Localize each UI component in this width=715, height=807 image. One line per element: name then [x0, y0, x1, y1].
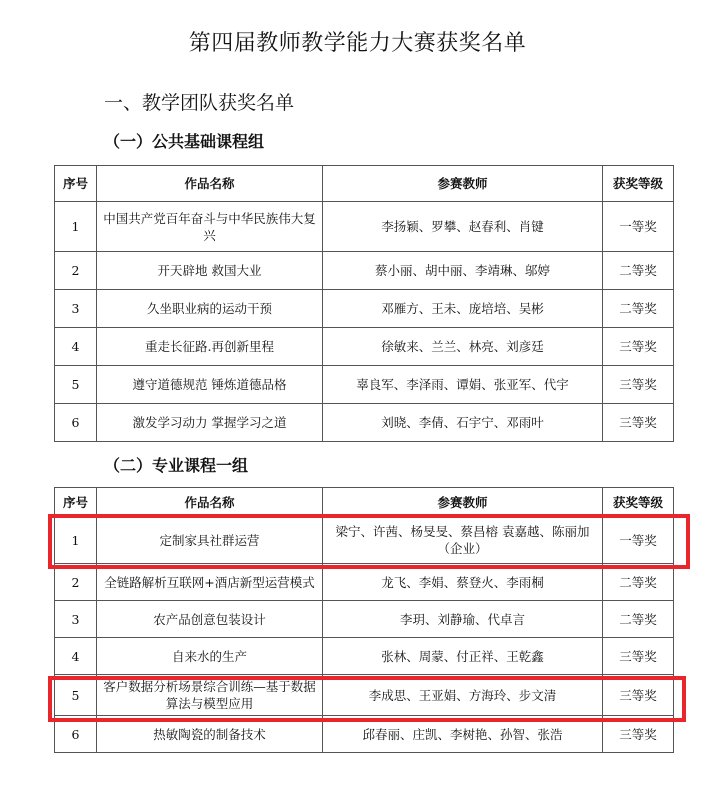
cell-level: 三等奖: [603, 716, 674, 753]
header-level: 获奖等级: [603, 488, 674, 517]
cell-level: 三等奖: [603, 404, 674, 442]
cell-number: 1: [55, 517, 97, 564]
cell-number: 1: [55, 202, 97, 252]
header-number: 序号: [55, 166, 97, 202]
cell-teachers: 辜良军、李泽雨、谭娟、张亚军、代宇: [323, 366, 603, 404]
cell-teachers: 龙飞、李娟、蔡登火、李雨桐: [323, 564, 603, 601]
award-table-professional-1: [54, 487, 674, 753]
cell-teachers: 邓雁方、王未、庞培培、吴彬: [323, 290, 603, 328]
cell-teachers: 蔡小丽、胡中丽、李靖琳、邬婷: [323, 252, 603, 290]
header-teachers: 参赛教师: [323, 488, 603, 517]
cell-work: 久坐职业病的运动干预: [97, 290, 323, 328]
header-level: 获奖等级: [603, 166, 674, 202]
table-row: [55, 290, 674, 328]
cell-number: 5: [55, 675, 97, 716]
table-row: [55, 404, 674, 442]
cell-number: 3: [55, 601, 97, 638]
cell-level: 三等奖: [603, 638, 674, 675]
cell-teachers: 梁宁、许茜、杨旻旻、蔡昌榕 袁嘉越、陈丽加（企业）: [323, 517, 603, 564]
table-row: [55, 328, 674, 366]
cell-number: 5: [55, 366, 97, 404]
group-heading-public-basic: （一）公共基础课程组: [104, 132, 265, 151]
cell-level: 二等奖: [603, 601, 674, 638]
cell-number: 4: [55, 328, 97, 366]
cell-work: 定制家具社群运营: [97, 517, 323, 564]
header-number: 序号: [55, 488, 97, 517]
table-row: [55, 716, 674, 753]
cell-teachers: 徐敏来、兰兰、林亮、刘彦廷: [323, 328, 603, 366]
group-heading-professional-1: （二）专业课程一组: [104, 456, 249, 475]
cell-number: 6: [55, 404, 97, 442]
cell-work: 重走长征路.再创新里程: [97, 328, 323, 366]
cell-level: 一等奖: [603, 517, 674, 564]
cell-teachers: 邱春丽、庄凯、李树艳、孙智、张浩: [323, 716, 603, 753]
cell-work: 中国共产党百年奋斗与中华民族伟大复兴: [97, 202, 323, 252]
award-table-public-basic: [54, 165, 674, 442]
cell-teachers: 刘晓、李倩、石宇宁、邓雨叶: [323, 404, 603, 442]
cell-work: 农产品创意包装设计: [97, 601, 323, 638]
cell-work: 热敏陶瓷的制备技术: [97, 716, 323, 753]
cell-number: 3: [55, 290, 97, 328]
cell-work: 自来水的生产: [97, 638, 323, 675]
cell-level: 三等奖: [603, 366, 674, 404]
cell-teachers: 李成思、王亚娟、方海玲、步文清: [323, 675, 603, 716]
document-title: 第四届教师教学能力大赛获奖名单: [188, 31, 527, 56]
table-row: [55, 675, 674, 716]
table-header-row: [55, 166, 674, 202]
cell-level: 二等奖: [603, 290, 674, 328]
cell-work: 开天辟地 救国大业: [97, 252, 323, 290]
cell-number: 2: [55, 252, 97, 290]
cell-work: 客户数据分析场景综合训练—基于数据算法与模型应用: [97, 675, 323, 716]
cell-work: 激发学习动力 掌握学习之道: [97, 404, 323, 442]
cell-teachers: 李扬颖、罗攀、赵春利、肖键: [323, 202, 603, 252]
header-work: 作品名称: [97, 166, 323, 202]
cell-teachers: 李玥、刘静瑜、代卓言: [323, 601, 603, 638]
table-row: [55, 638, 674, 675]
table-row: [55, 202, 674, 252]
header-teachers: 参赛教师: [323, 166, 603, 202]
table-row: [55, 564, 674, 601]
cell-level: 一等奖: [603, 202, 674, 252]
cell-level: 二等奖: [603, 564, 674, 601]
cell-level: 三等奖: [603, 675, 674, 716]
table-row: [55, 601, 674, 638]
cell-number: 4: [55, 638, 97, 675]
table-row: [55, 252, 674, 290]
cell-work: 全链路解析互联网+酒店新型运营模式: [97, 564, 323, 601]
header-work: 作品名称: [97, 488, 323, 517]
cell-work: 遵守道德规范 锤炼道德品格: [97, 366, 323, 404]
cell-number: 6: [55, 716, 97, 753]
table-header-row: [55, 488, 674, 517]
cell-level: 二等奖: [603, 252, 674, 290]
cell-number: 2: [55, 564, 97, 601]
section-heading: 一、教学团队获奖名单: [104, 92, 295, 114]
table-row: [55, 366, 674, 404]
cell-level: 三等奖: [603, 328, 674, 366]
table-row: [55, 517, 674, 564]
cell-teachers: 张林、周蒙、付正祥、王乾鑫: [323, 638, 603, 675]
